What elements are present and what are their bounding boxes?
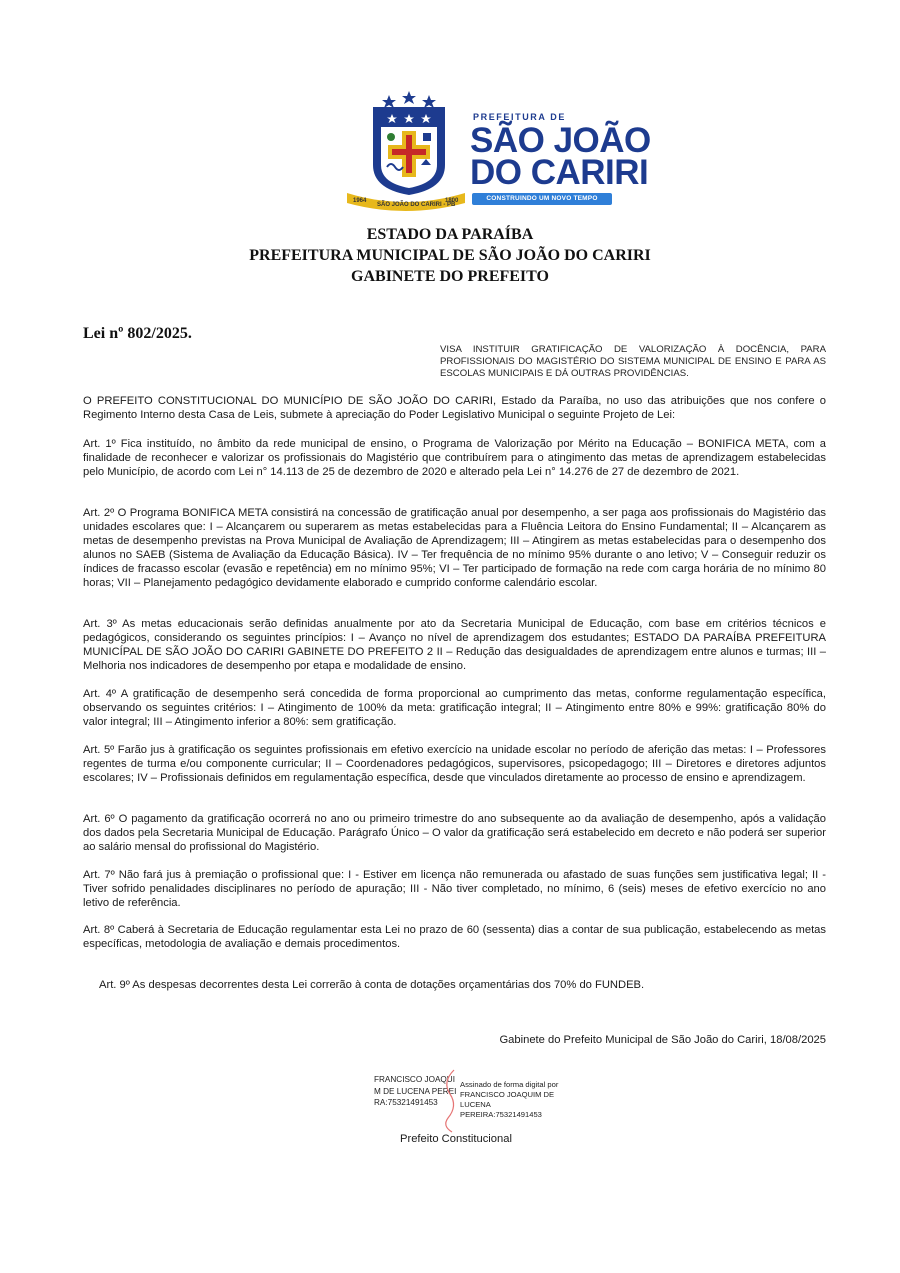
article-8: Art. 8º Caberá à Secretaria de Educação regulamentar esta Lei no prazo de 60 (sessenta) dias a contar de sua publicação, estabelecendo as metas específicas, metodologia de avaliação e demais procedimentos. [83, 924, 826, 951]
article-4: Art. 4º A gratificação de desempenho será concedida de forma proporcional ao cumprimento das metas, conforme regulamentação específica, observando os seguintes critérios: I – Atingimento de 100% da meta: gratificação integral; II – Atingimento entre 80% e 99%: gratificação 80% do valor integral; III – Atingimento inferior a 80%: sem gratificação. [83, 688, 826, 729]
signer-name: FRANCISCO JOAQUIM DE LUCENA PEREIRA:75321491453 [374, 1075, 457, 1107]
star-icon [402, 91, 416, 104]
article-6: Art. 6º O pagamento da gratificação ocorrerá no ano ou primeiro trimestre do ano subsequente ao da avaliação de desempenho, após a validação dos dados pela Secretaria Municipal de Educação. Parágrafo Único – O valor da gratificação será estabelecido em decreto e não poderá ser superior ao salário mensal do profissional do Magistério. [83, 813, 826, 854]
header-cabinet: GABINETE DO PREFEITO [351, 268, 549, 285]
logo-prefix: PREFEITURA DE [473, 112, 566, 122]
article-1: Art. 1º Fica instituído, no âmbito da rede municipal de ensino, o Programa de Valorização por Mérito na Educação – BONIFICA META, com a finalidade de reconhecer e valorizar os profissionais do Magistério que contribuírem para o atingimento das metas de aprendizagem estabelecidas pelo Município, de acordo com Lei n° 14.113 de 25 de dezembro de 2020 e alterado pela Lei n° 14.276 de 27 de dezembro de 2021. [83, 438, 826, 479]
article-7: Art. 7º Não fará jus à premiação o profissional que: I - Estiver em licença não remunerada ou afastado de suas funções sem justificativa legal; II - Tiver sofrido penalidades disciplinares no período de apuração; III - Não tiver completado, no mínimo, 6 (seis) meses de efetivo exercício no ano letivo de referência. [83, 869, 826, 910]
law-title: Lei nº 802/2025. [83, 325, 192, 342]
article-2: Art. 2º O Programa BONIFICA META consistirá na concessão de gratificação anual por desempenho, a ser paga aos profissionais do Magistério das unidades escolares que: I – Alcançarem ou superarem as metas estabelecidas para a Fluência Leitora do Ensino Fundamental; II – Alcançarem as metas de desempenho previstas na Prova Municipal de Avaliação de Aprendizagem; III – Atingirem as metas estabelecidas para o desempenho dos alunos no SAEB (Sistema de Avaliação da Educação Básica). IV – Ter frequência de no mínimo 95% durante o ano letivo; V – Conseguir reduzir os índices de fracasso escolar (evasão e repetência) em no mínimo 95%; VI – Ter participado de formação na rede com carga horária de no mínimo 80 horas; VII – Planejamento pedagógico devidamente elaborado e cumprido conforme calendário escolar. [83, 507, 826, 590]
header-prefecture: PREFEITURA MUNICIPAL DE SÃO JOÃO DO CARIRI [249, 247, 651, 264]
logo-line-2: DO CARIRI [470, 153, 649, 192]
date-location-line: Gabinete do Prefeito Municipal de São João do Cariri, 18/08/2025 [499, 1034, 826, 1046]
signer-role: Prefeito Constitucional [400, 1133, 512, 1145]
logo-line-1: SÃO JOÃO [470, 121, 651, 160]
logo-tagline: CONSTRUINDO UM NOVO TEMPO [472, 193, 612, 205]
preamble-paragraph: O PREFEITO CONSTITUCIONAL DO MUNICÍPIO DE SÃO JOÃO DO CARIRI, Estado da Paraíba, no uso das atribuições que nos confere o Regimento Interno desta Casa de Leis, submete à apreciação do Poder Legislativo Municipal o seguinte Projeto de Lei: [83, 395, 826, 422]
article-9: Art. 9º As despesas decorrentes desta Lei correrão à conta de dotações orçamentárias dos 70% do FUNDEB. [99, 979, 645, 991]
municipality-logo [345, 85, 651, 215]
law-summary: VISA INSTITUIR GRATIFICAÇÃO DE VALORIZAÇÃO À DOCÊNCIA, PARA PROFISSIONAIS DO MAGISTÉRIO DO SISTEMA MUNICIPAL DE ENSINO E PARA AS ESCOLAS MUNICIPAIS E DÁ OUTRAS PROVIDÊNCIAS. [440, 344, 826, 380]
star-icon [382, 95, 396, 108]
ribbon-motto: SÃO JOÃO DO CARIRI - PB [377, 202, 456, 208]
article-3: Art. 3º As metas educacionais serão definidas anualmente por ato da Secretaria Municipal de Educação, com base em critérios técnicos e pedagógicos, considerando os seguintes princípios: I – Avanço no nível de aprendizagem dos estudantes; ESTADO DA PARAÍBA PREFEITURA MUNICÍPAL DE SÃO JOÃO DO CARIRI GABINETE DO PREFEITO 2 II – Redução das desigualdades de aprendizagem entre alunos e turmas; III – Melhoria nos indicadores de desempenho por etapa e modalidade de ensino. [83, 618, 826, 673]
article-5: Art. 5º Farão jus à gratificação os seguintes profissionais em efetivo exercício na unidade escolar no período de aferição das metas: I – Professores regentes de turma e/ou componente curricular; II – Coordenadores pedagógicos, supervisores, psicopedagogo; III – Diretores e diretores adjuntos escolares; IV – Profissionais definidos em regulamentação específica, desde que vinculados diretamente ao processo de ensino e aprendizagem. [83, 744, 826, 785]
tower-icon [423, 133, 431, 141]
ribbon-year-right: 1800 [445, 198, 459, 204]
star-icon [422, 95, 436, 108]
digital-signature-note: Assinado de forma digital por FRANCISCO JOAQUIM DE LUCENA PEREIRA:75321491453 [460, 1080, 559, 1119]
document-header [0, 224, 900, 287]
header-state: ESTADO DA PARAÍBA [366, 226, 534, 243]
ribbon-year-left: 1964 [353, 198, 367, 204]
leaf-icon [387, 133, 395, 141]
